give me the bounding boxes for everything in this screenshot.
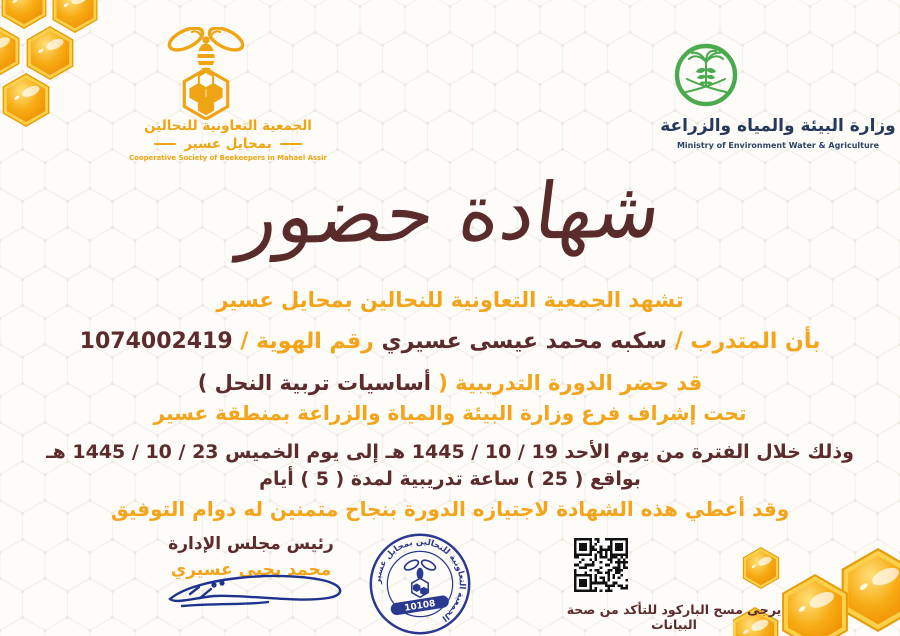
body-line-hours: بواقع ( 25 ) ساعة تدريبية لمدة ( 5 ) أيام bbox=[259, 468, 641, 490]
qr-caption: يرجى مسح الباركود للتأكد من صحة البيانات bbox=[566, 602, 782, 632]
chairman-title: رئيس مجلس الإدارة bbox=[168, 534, 334, 554]
society-name-arabic-line2 bbox=[118, 136, 338, 152]
ministry-name-english: Ministry of Environment Water & Agriculture bbox=[676, 141, 880, 150]
stamp-number: 10108 bbox=[403, 599, 437, 614]
verification-qr-code bbox=[574, 536, 628, 594]
stamp-bee-icon bbox=[403, 558, 437, 597]
body-line-trainee bbox=[0, 328, 900, 356]
society-name-english: Cooperative Society of Beekeepers in Mahael Assir bbox=[129, 154, 327, 162]
ministry-name-arabic: وزارة البيئة والمياه والزراعة bbox=[660, 116, 896, 136]
course-prefix-label: قد حضر الدورة التدريبية ( bbox=[430, 371, 703, 395]
society-round-stamp bbox=[367, 531, 473, 636]
chairman-signature bbox=[156, 569, 354, 613]
trainee-id-number: 1074002419 bbox=[79, 329, 233, 354]
course-name: أساسيات تربية النحل bbox=[214, 371, 431, 395]
course-suffix: ) bbox=[197, 371, 215, 395]
body-line-supervision: تحت إشراف فرع وزارة البيئة والمياة والزراعة بمنطقة عسير bbox=[153, 401, 747, 425]
decorative-dash-left bbox=[280, 143, 302, 145]
body-line-course bbox=[0, 370, 900, 396]
chairman-name: محمد يحيى عسيري bbox=[170, 560, 332, 580]
decorative-dash-right bbox=[154, 143, 176, 145]
stamp-ring-text: الجمعية التعاونية للنحالين بمحايل عسير bbox=[373, 537, 467, 624]
body-line-closing: وقد أعطي هذه الشهادة لاجتيازه الدورة بنجاح متمنين له دوام التوفيق bbox=[110, 497, 790, 521]
id-label: رقم الهوية / bbox=[232, 329, 382, 354]
certificate-title-calligraphy: شهادة حضور bbox=[234, 165, 667, 263]
society-city-label: بمحايل عسير bbox=[184, 136, 272, 152]
beekeepers-society-bee-logo-icon bbox=[150, 27, 262, 120]
ministry-emblem-icon bbox=[673, 42, 739, 108]
body-line-certifies: تشهد الجمعية التعاونية للنحالين بمحايل عسير bbox=[216, 288, 684, 312]
body-line-period: وذلك خلال الفترة من يوم الأحد 19 / 10 / 1445 هـ إلى يوم الخميس 23 / 10 / 1445 هـ bbox=[46, 441, 854, 463]
society-name-arabic-line1: الجمعية التعاونية للنحالين bbox=[144, 118, 312, 134]
trainee-prefix-label: بأن المتدرب / bbox=[667, 329, 821, 354]
honeycomb-decoration-top-left bbox=[0, 0, 120, 135]
trainee-name: سكبه محمد عيسى عسيري bbox=[381, 329, 668, 354]
